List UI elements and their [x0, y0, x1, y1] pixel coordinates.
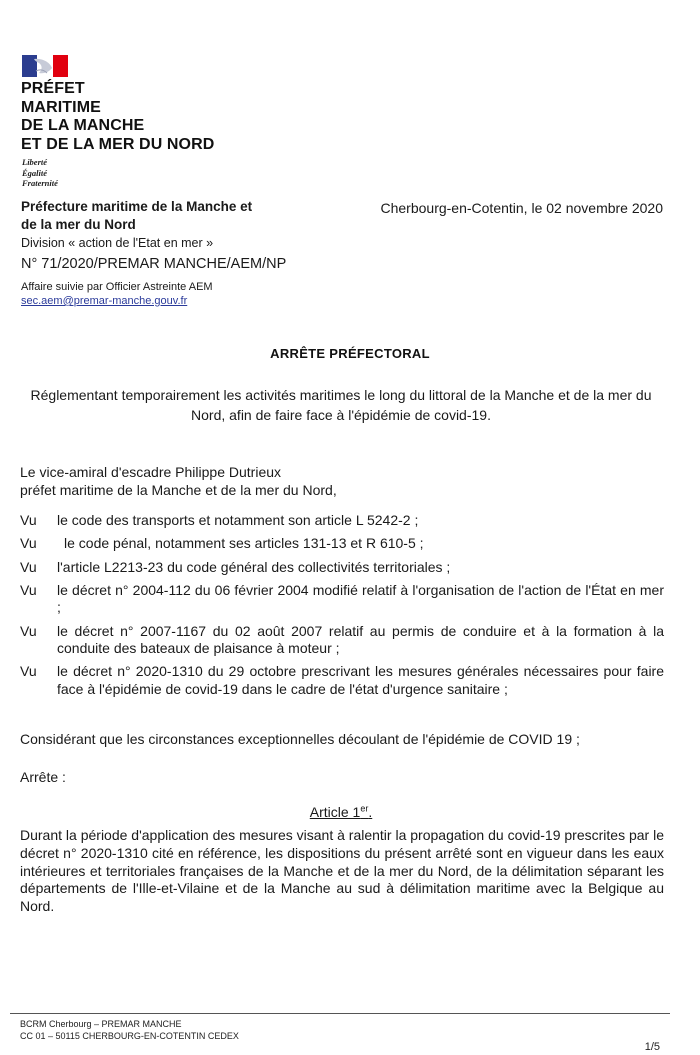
institution-title: [21, 80, 214, 154]
motto-liberte: Liberté: [22, 157, 48, 167]
considerant-paragraph: Considérant que les circonstances exceptionnelles découlant de l'épidémie de COVID 19 ;: [20, 731, 580, 747]
vu-label: Vu: [20, 663, 37, 680]
article-title-text: [310, 804, 372, 820]
footer-line: CC 01 – 50115 CHERBOURG-EN-COTENTIN CEDEX: [20, 1030, 239, 1041]
contact-email-link[interactable]: sec.aem@premar-manche.gouv.fr: [21, 295, 188, 307]
vu-item: [20, 559, 664, 577]
affaire-label: Affaire suivie par Officier Astreinte AEM: [21, 281, 213, 293]
vu-text: le décret n° 2020-1310 du 29 octobre prescrivant les mesures générales nécessaires pour faire face à l'épidémie de covid-19 dans le cadre de l'état d'urgence sanitaire ;: [57, 663, 664, 697]
institution-line: MARITIME: [21, 98, 101, 116]
republic-motto: [22, 157, 58, 189]
vu-item: [20, 582, 664, 617]
article-title-suffix: .: [368, 803, 373, 820]
article-title-main: Article 1: [309, 803, 361, 820]
institution-line: PRÉFET: [21, 80, 85, 97]
footer-divider: [10, 1013, 670, 1014]
institution-line: DE LA MANCHE: [21, 117, 145, 134]
vu-item: [20, 535, 664, 553]
marianne-logo: [22, 55, 68, 77]
vu-label: Vu: [20, 535, 37, 552]
vu-text: l'article L2213-23 du code général des collectivités territoriales ;: [57, 558, 451, 575]
page-number: 1/5: [644, 1041, 660, 1053]
reference-number: N° 71/2020/PREMAR MANCHE/AEM/NP: [21, 256, 287, 272]
vu-item: [20, 512, 664, 530]
signatory-name: Le vice-amiral d'escadre Philippe Dutrieux: [20, 464, 282, 480]
organization-name: Préfecture maritime de la Manche et de la mer du Nord: [21, 199, 253, 232]
footer-line: BCRM Cherbourg – PREMAR MANCHE: [20, 1019, 182, 1029]
vu-text: le décret n° 2004-112 du 06 février 2004 modifié relatif à l'organisation de l'action de l'État en mer ;: [57, 581, 664, 616]
division-label: Division « action de l'Etat en mer »: [21, 236, 214, 250]
motto-fraternite: Fraternité: [22, 178, 58, 188]
vu-text: le code pénal, notamment ses articles 131-13 et R 610-5 ;: [64, 535, 424, 552]
vu-text: le décret n° 2007-1167 du 02 août 2007 relatif au permis de conduire et à la formation à la conduite des bateaux de plaisance à moteur ;: [57, 622, 664, 657]
article-title-sup: er: [360, 803, 369, 813]
institution-line: ET DE LA MER DU NORD: [21, 135, 215, 153]
place-and-date: Cherbourg-en-Cotentin, le 02 novembre 2020: [380, 200, 663, 216]
article-body: Durant la période d'application des mesures visant à ralentir la propagation du covid-19 prescrites par le décret n° 2020-1310 cité en référence, les dispositions du présent arrêté sont en vigueur dans les eaux intérieures et territoriales françaises de la Manche et de la mer du Nord, de la délimitation séparant les départements de l'Ille-et-Vilaine et de la Manche au sud à délimitation maritime avec la Belgique au Nord.: [20, 827, 664, 915]
vu-item: [20, 663, 664, 698]
vu-label: Vu: [20, 558, 37, 575]
signatory-role: préfet maritime de la Manche et de la mer du Nord,: [20, 482, 337, 498]
motto-egalite: Égalité: [22, 167, 48, 178]
vu-item: [20, 623, 664, 658]
signatory: [20, 463, 337, 499]
vu-label: Vu: [20, 622, 37, 639]
vu-label: Vu: [20, 512, 37, 528]
arrete-label: Arrête :: [20, 769, 66, 785]
footer-address: [20, 1019, 239, 1042]
document-subject: Réglementant temporairement les activités maritimes le long du littoral de la Manche et de la mer du Nord, afin de faire face à l'épidémie de covid-19.: [30, 387, 652, 423]
vu-text: le code des transports et notamment son article L 5242-2 ;: [57, 512, 419, 528]
article-title: [0, 803, 682, 820]
vu-label: Vu: [20, 581, 37, 598]
document-title: ARRÊTE PRÉFECTORAL: [270, 346, 430, 361]
vu-list: [20, 512, 664, 704]
